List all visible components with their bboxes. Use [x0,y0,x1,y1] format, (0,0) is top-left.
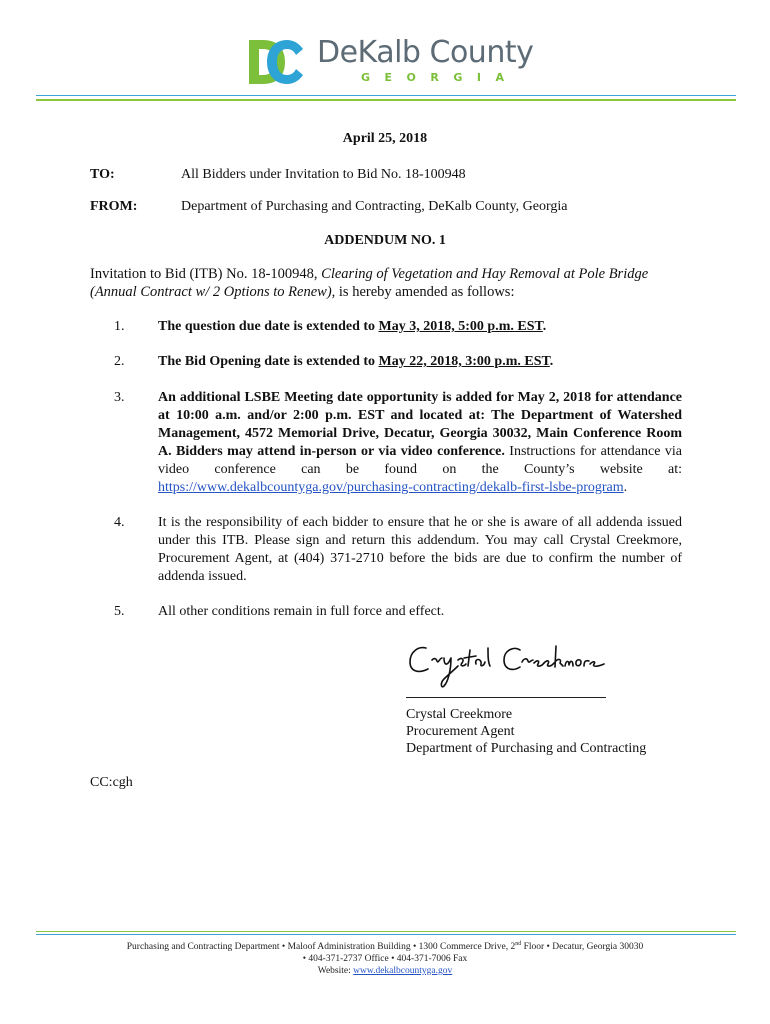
list-item [158,603,682,621]
to-recipients: All Bidders under Invitation to Bid No. 18-100948 [181,167,466,182]
handwritten-signature [404,636,614,694]
item-number: 2. [114,354,125,369]
question-due-date: May 3, 2018, 5:00 p.m. EST [378,319,543,334]
logo-state-name: GEORGIA [361,71,519,84]
from-sender: Department of Purchasing and Contracting, DeKalb County, Georgia [181,199,568,214]
memo-date: April 25, 2018 [342,131,428,146]
intro-paragraph [90,265,690,301]
signature-line [406,697,606,698]
item-number: 1. [114,319,125,334]
header-divider-green [36,99,736,101]
item-text: The question due date is extended to [158,319,379,334]
list-item [158,353,682,371]
intro-text: Invitation to Bid (ITB) No. 18-100948, [90,266,322,282]
footer-website-link[interactable]: www.dekalbcountyga.gov [353,966,453,976]
signer-department: Department of Purchasing and Contracting [406,741,647,756]
bid-opening-date: May 22, 2018, 3:00 p.m. EST [378,354,550,369]
contract-title: Clearing of Vegetation and Hay Removal at Pole Bridge (Annual Contract w/ 2 Options to Renew), [90,266,649,300]
item-text-plain: It is the responsibility of each bidder to ensure that he or she is aware of all addenda issued under this ITB. Please sign and return this addendum. You may call Crystal Creekmore, Procurement Agent, at (404) 371-2710 before the bids are due to confirm the number of addenda issued. [158,515,682,584]
footer-address-text: Purchasing and Contracting Department • Maloof Administration Building • 1300 Commerce Drive, 2 [126,942,516,952]
footer-divider-blue [36,934,736,935]
intro-text-end: is hereby amended as follows: [335,284,515,300]
logo-county-name: DeKalb County [317,35,534,70]
footer-website [0,965,770,977]
footer-phone: • 404-371-2737 Office • 404-371-7006 Fax [302,954,468,964]
dekalb-county-logo [247,36,537,90]
lsbe-program-link[interactable]: https://www.dekalbcountyga.gov/purchasing-contracting/dekalb-first-lsbe-program [158,480,624,495]
item-number: 3. [114,390,125,405]
item-text-plain: Instructions for attendance via video conference can be found on the County’s website at: [158,444,682,477]
item-punct: . [549,354,554,369]
to-label: TO: [90,167,115,182]
from-label: FROM: [90,199,138,214]
list-item [158,318,682,336]
item-text: The Bid Opening date is extended to [158,354,379,369]
item-punct: . [623,480,628,495]
list-item [158,389,682,497]
item-text: An additional LSBE Meeting date opportunity is added for May 2, 2018 for attendance at 10:00 a.m. and/or 2:00 p.m. EST and located at: The Department of Watershed Management, 4572 Memorial Drive, Decatur, Georgia 30032, Main Conference Room A. Bidders may attend in-person or via video conference. [158,390,682,459]
signer-title: Procurement Agent [406,724,515,739]
item-number: 5. [114,604,125,619]
dc-logo-mark-icon [247,36,305,88]
footer-address-end: Floor • Decatur, Georgia 30030 [521,942,644,952]
item-number: 4. [114,515,125,530]
footer-website-label: Website: [317,966,354,976]
cc-line: CC:cgh [90,775,133,790]
signer-name: Crystal Creekmore [406,707,513,722]
footer-divider-green [36,931,736,932]
list-item [158,514,682,586]
item-punct: . [542,319,547,334]
addendum-title: ADDENDUM NO. 1 [324,233,446,248]
header-divider-blue [36,95,736,96]
footer-superscript: nd [515,940,522,947]
footer-address [0,941,770,953]
item-text-plain: All other conditions remain in full force and effect. [158,604,445,619]
